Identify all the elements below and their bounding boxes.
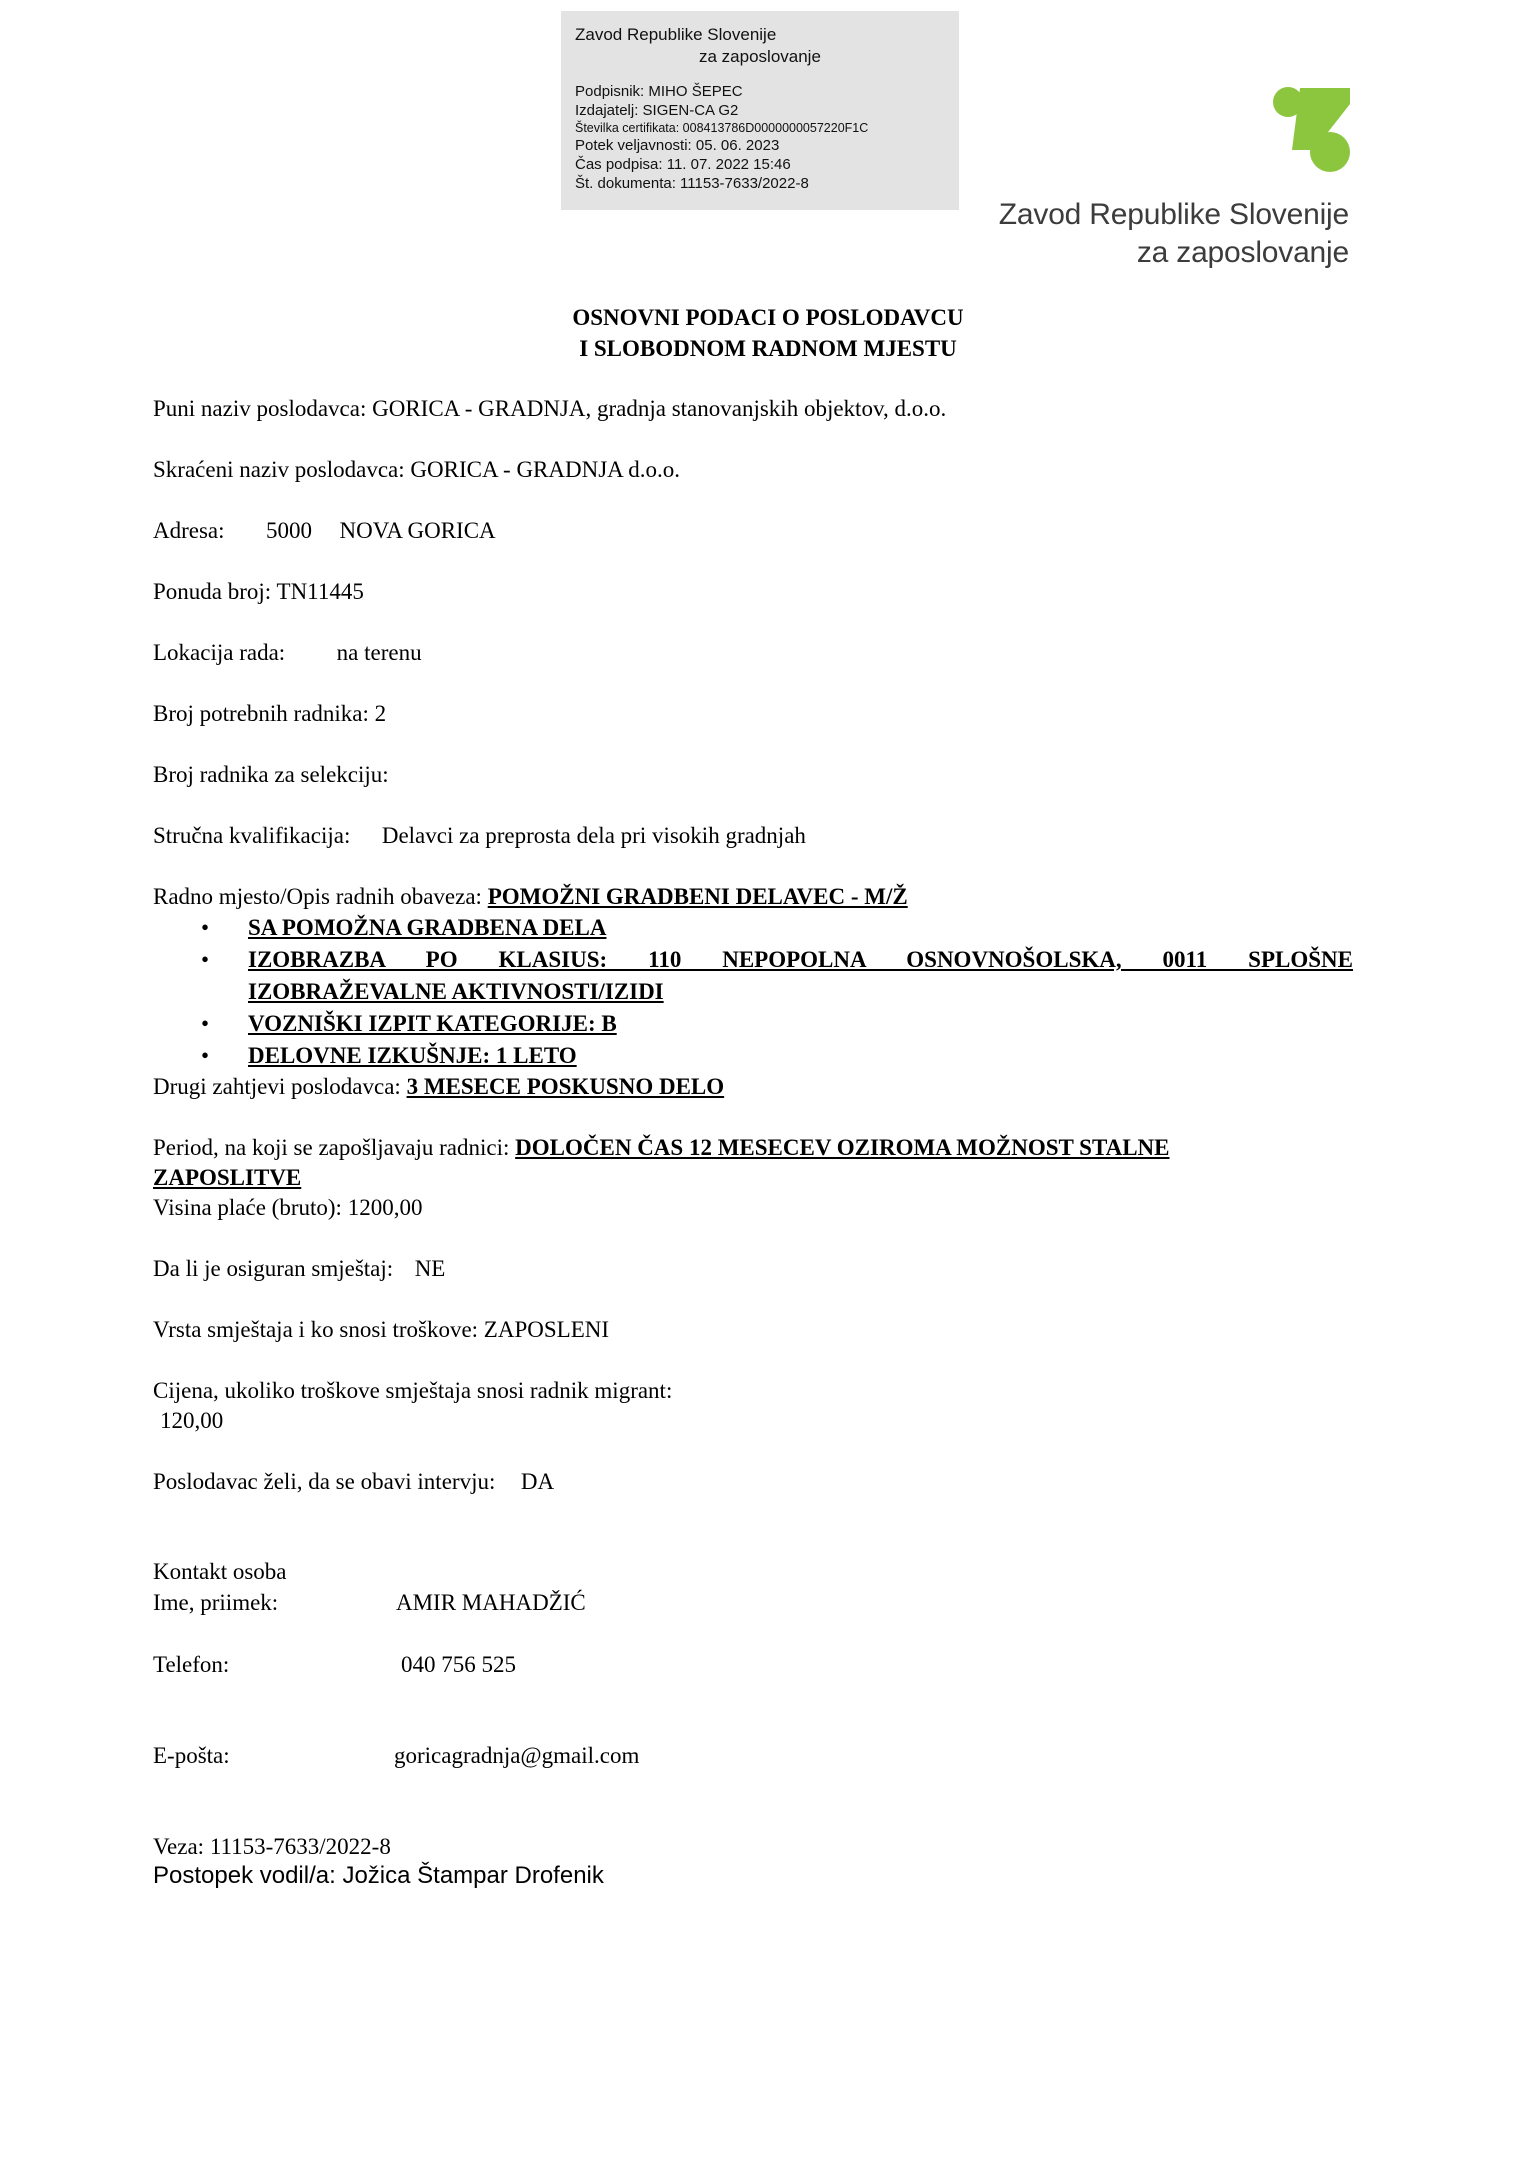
title-line2: I SLOBODNOM RADNOM MJESTU [579, 336, 957, 361]
workers-needed: Broj potrebnih radnika: 2 [153, 701, 387, 726]
reference-number: Veza: 11153-7633/2022-8 [153, 1834, 391, 1859]
employment-period-continuation: ZAPOSLITVE [153, 1165, 302, 1190]
housing-cost-value: 120,00 [160, 1408, 224, 1433]
bullet-icon: • [201, 1043, 210, 1068]
employer-full-name: Puni naziv poslodavca: GORICA - GRADNJA, gradnja stanovanjskih objektov, d.o.o. [153, 396, 947, 421]
employer-short-name: Skraćeni naziv poslodavca: GORICA - GRADNJA d.o.o. [153, 457, 681, 482]
address-zip: 5000 [266, 518, 313, 543]
work-location-label: Lokacija rada: [153, 640, 286, 665]
stamp-certificate: Številka certifikata: 008413786D0000000057220F1C [575, 121, 869, 135]
employment-period-label: Period, na koji se zapošljavaju radnici: [153, 1135, 516, 1160]
contact-email-label: E-pošta: [153, 1743, 230, 1768]
contact-heading: Kontakt osoba [153, 1559, 287, 1584]
address-row [153, 516, 496, 546]
title-line1: OSNOVNI PODACI O POSLODAVCU [572, 305, 964, 330]
logo-wordmark [999, 196, 1349, 272]
offer-number: Ponuda broj: TN11445 [153, 579, 364, 604]
bullet-icon: • [201, 915, 210, 940]
address-label: Adresa: [153, 518, 225, 543]
address-city: NOVA GORICA [339, 518, 496, 543]
contact-phone-value: 040 756 525 [401, 1652, 516, 1677]
qualification-row [153, 821, 806, 851]
interview-value: DA [520, 1469, 555, 1494]
qualification-label: Stručna kvalifikacija: [153, 823, 351, 848]
duties-list [153, 912, 1353, 1072]
list-item: • SA POMOŽNA GRADBENA DELA [153, 912, 1353, 944]
interview-label: Poslodavac želi, da se obavi intervju: [153, 1469, 496, 1494]
housing-cost-label: Cijena, ukoliko troškove smještaja snosi radnik migrant: [153, 1378, 673, 1403]
housing-value: NE [414, 1256, 446, 1281]
stamp-org-line2: za zaposlovanje [699, 47, 821, 66]
employment-period-value: DOLOČEN ČAS 12 MESECEV OZIROMA MOŽNOST STALNE [515, 1135, 1170, 1160]
other-requirements-row [153, 1072, 724, 1102]
employment-period-row [153, 1133, 1353, 1163]
list-item: • VOZNIŠKI IZPIT KATEGORIJE: B [153, 1008, 1353, 1040]
handled-by: Postopek vodil/a: Jožica Štampar Drofenik [153, 1862, 604, 1889]
housing-label: Da li je osiguran smještaj: [153, 1256, 394, 1281]
bullet-icon: • [201, 1011, 210, 1036]
position-value: POMOŽNI GRADBENI DELAVEC - M/Ž [487, 884, 908, 909]
stamp-org-line1: Zavod Republike Slovenije [575, 25, 777, 44]
logo-line1: Zavod Republike Slovenije [998, 198, 1349, 231]
interview-row [153, 1467, 554, 1497]
workers-for-selection: Broj radnika za selekciju: [153, 762, 389, 787]
stamp-signer: Podpisnik: MIHO ŠEPEC [575, 83, 743, 100]
position-row [153, 882, 908, 912]
housing-row [153, 1254, 445, 1284]
gross-salary: Visina plaće (bruto): 1200,00 [153, 1195, 423, 1220]
contact-name-label: Ime, priimek: [153, 1590, 279, 1615]
housing-type: Vrsta smještaja i ko snosi troškove: ZAPOSLENI [153, 1317, 610, 1342]
stamp-validity: Potek veljavnosti: 05. 06. 2023 [575, 137, 780, 154]
zrss-logo-icon [1270, 84, 1352, 176]
bullet-icon: • [201, 947, 210, 972]
stamp-signed-at: Čas podpisa: 11. 07. 2022 15:46 [575, 156, 791, 173]
other-requirements-value: 3 MESECE POSKUSNO DELO [406, 1074, 725, 1099]
stamp-document-number: Št. dokumenta: 11153-7633/2022-8 [575, 175, 809, 192]
list-item: • IZOBRAZBA PO KLASIUS: 110 NEPOPOLNA OSNOVNOŠOLSKA, 0011 SPLOŠNE [153, 944, 1353, 976]
document-title [0, 302, 1536, 364]
logo-line2: za zaposlovanje [1136, 236, 1349, 269]
qualification-value: Delavci za preprosta dela pri visokih gradnjah [381, 823, 806, 848]
contact-phone-label: Telefon: [153, 1652, 230, 1677]
contact-name-value: AMIR MAHADŽIĆ [396, 1590, 586, 1615]
list-item-continuation: IZOBRAŽEVALNE AKTIVNOSTI/IZIDI [248, 979, 664, 1004]
other-requirements-label: Drugi zahtjevi poslodavca: [153, 1074, 407, 1099]
digital-signature-stamp [561, 11, 959, 210]
list-item: • DELOVNE IZKUŠNJE: 1 LETO [153, 1040, 1353, 1072]
position-label: Radno mjesto/Opis radnih obaveza: [153, 884, 488, 909]
contact-email-value: goricagradnja@gmail.com [394, 1743, 640, 1768]
stamp-issuer: Izdajatelj: SIGEN-CA G2 [575, 102, 739, 119]
work-location-value: na terenu [336, 640, 422, 665]
work-location-row [153, 638, 422, 668]
